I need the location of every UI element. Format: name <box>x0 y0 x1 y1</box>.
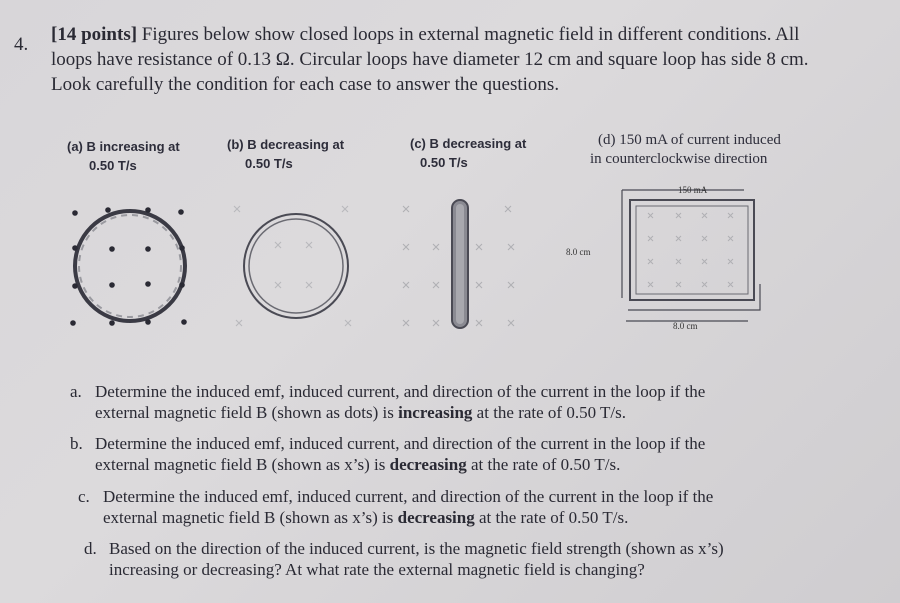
figure-c-loop <box>403 200 514 328</box>
intro-line-2: loops have resistance of 0.13 Ω. Circular loops have diameter 12 cm and square loop has side 8 cm. <box>51 49 809 70</box>
figure-d-loop <box>566 185 760 331</box>
intro-line-1: Figures below show closed loops in external magnetic field in different conditions. All <box>137 24 800 45</box>
worksheet-page: 4. [14 points] Figures below show closed loops in external magnetic field in different conditions. All loops have resistance of 0.13 Ω. Circular loops have diameter 12 cm and square loop has side 8 cm. Look carefully the condition for each case to answer the questions. (a) B increasing at 0.50 T/s (b) B decreasing at 0.50 T/s (c) B decreasing at 0.50 T/s (d) 150 mA of current induced in counterclockwise direction 150 mA 8.0 cm 8.0 cm a. Determine the induced emf, induced current, and direction of the current in the loop if the external magnetic field B (shown as dots) is increasing at the rate of 0.50 T/s. b. Determine the induced emf, induced current, and direction of the current in the loop if the external magnetic field B (shown as x’s) is decreasing at the rate of 0.50 T/s. c. Determine the induced emf, induced current, and direction of the current in the loop if the external magnetic field B (shown as x’s) is decreasing at the rate of 0.50 T/s. d. Based on the direction of the induced current, is the magnetic field strength (shown as x’s) increasing or decreasing? At what rate the external magnetic field is changing? <box>0 0 900 603</box>
intro-line-3: Look carefully the condition for each case to answer the questions. <box>51 74 560 95</box>
bottom-length-label: 8.0 cm <box>673 321 698 331</box>
figure-b-label: (b) B decreasing at 0.50 T/s <box>227 137 345 171</box>
question-points: [14 points] <box>51 24 138 45</box>
figure-d-field-xs <box>648 213 733 287</box>
figure-c-label: (c) B decreasing at 0.50 T/s <box>410 136 527 170</box>
question-number: 4. <box>14 34 29 55</box>
current-label: 150 mA <box>678 185 708 195</box>
figure-d-label: (d) 150 mA of current induced in counterclockwise direction <box>590 132 781 167</box>
figure-b-loop <box>234 206 351 326</box>
side-length-label: 8.0 cm <box>566 247 591 257</box>
figure-a-label: (a) B increasing at 0.50 T/s <box>67 139 180 173</box>
figure-b-field-xs <box>234 206 351 326</box>
figure-a-loop <box>70 207 187 326</box>
